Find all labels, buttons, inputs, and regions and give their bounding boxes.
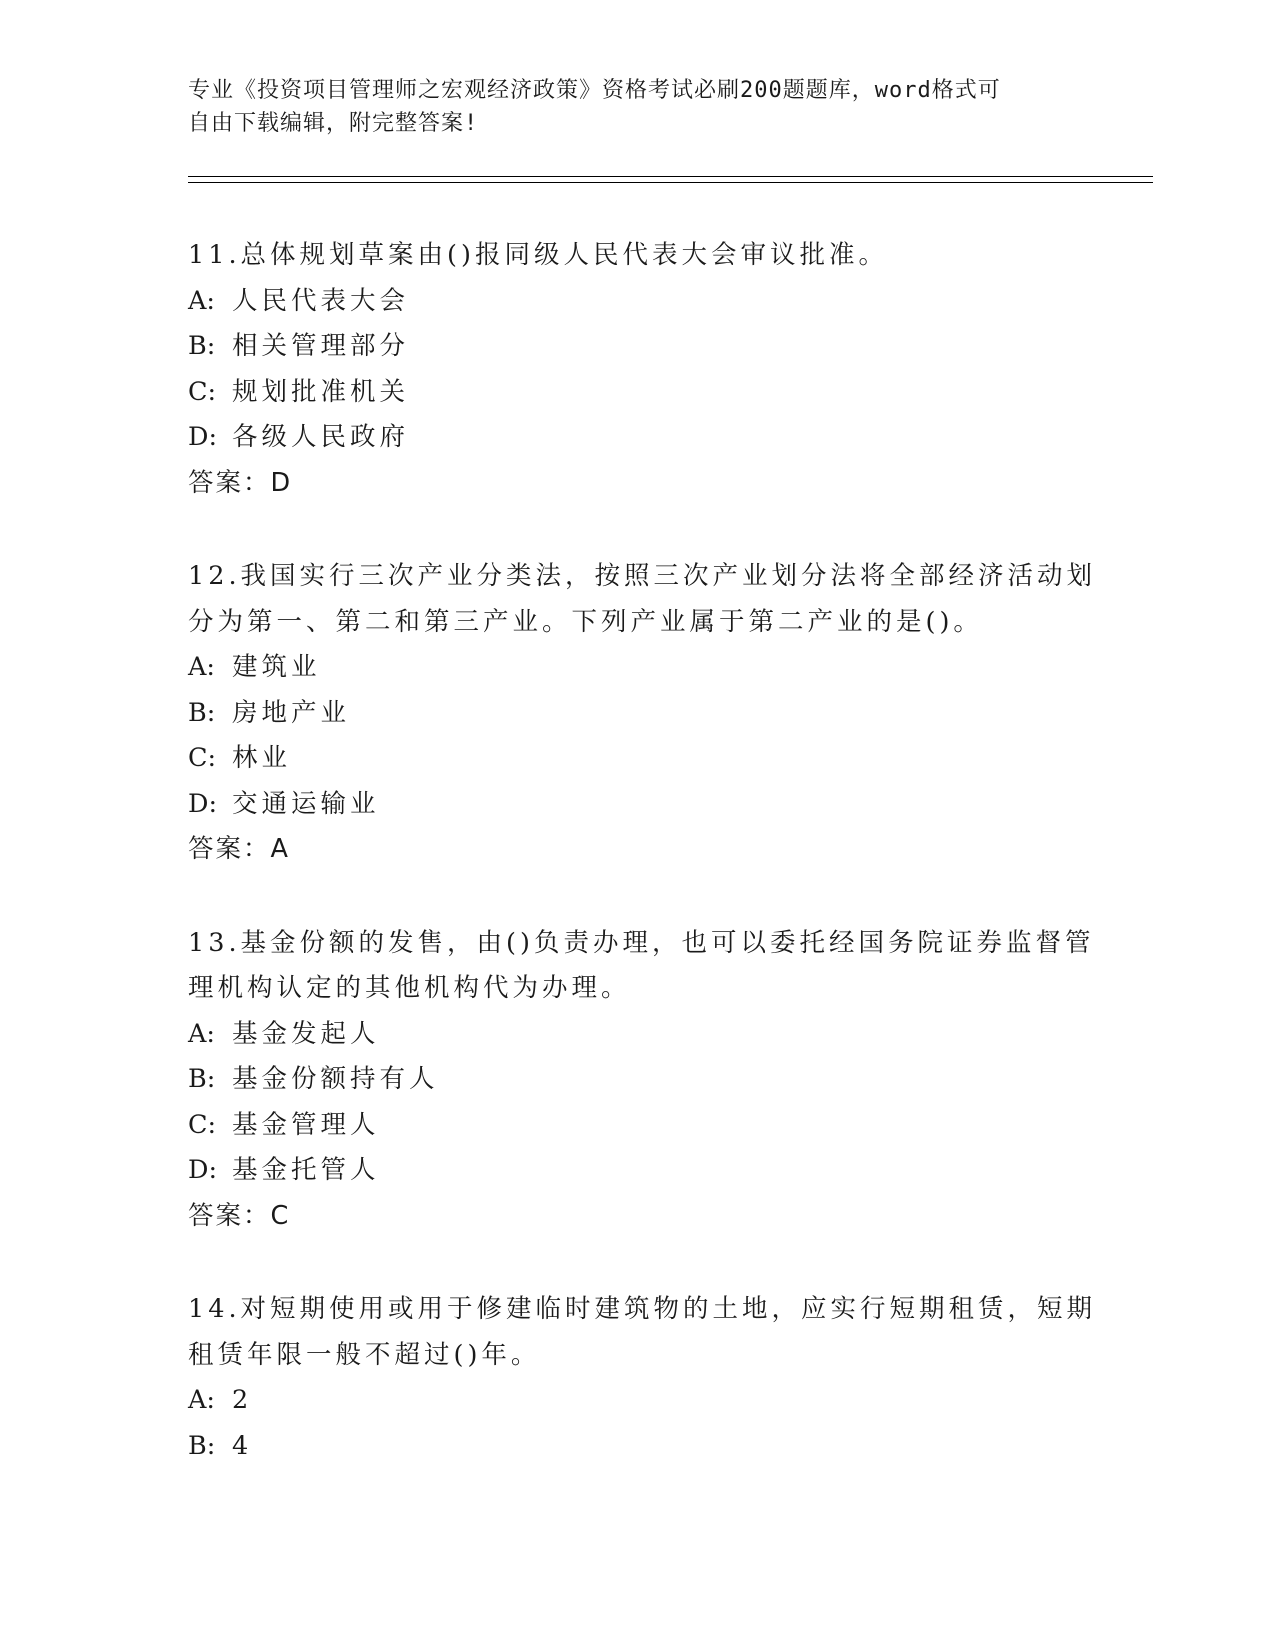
question-stem: 11.总体规划草案由()报同级人民代表大会审议批准。 [188, 240, 888, 270]
option-label: B: [188, 1064, 216, 1094]
question-stem: 14.对短期使用或用于修建临时建筑物的土地，应实行短期租赁，短期 [188, 1294, 1097, 1324]
option-text: 房地产业 [232, 697, 351, 728]
option-label: D: [188, 422, 218, 452]
option-b [188, 324, 1088, 370]
option-text: 林业 [232, 743, 292, 773]
option-c [188, 736, 1088, 782]
option-label: C: [188, 376, 217, 407]
question-13 [188, 921, 1095, 1240]
option-b [188, 1057, 1088, 1103]
option-label: C: [188, 743, 217, 773]
answer-line: 答案：D [188, 467, 293, 498]
header-divider-bottom [188, 182, 1153, 183]
question-14 [188, 1287, 1097, 1469]
option-label: C: [188, 1109, 217, 1140]
option-label: B: [188, 697, 216, 728]
option-b [188, 1424, 1088, 1470]
option-b [188, 691, 1088, 737]
option-text: 各级人民政府 [232, 422, 410, 452]
question-12 [188, 554, 1097, 873]
option-label: A: [188, 285, 216, 316]
option-label: A: [188, 652, 216, 682]
option-a [188, 1378, 1088, 1424]
option-text: 2 [232, 1385, 253, 1415]
option-label: A: [188, 1385, 216, 1415]
option-label: B: [188, 331, 216, 361]
option-c [188, 370, 1088, 416]
header-divider-top [188, 176, 1153, 177]
answer-line: 答案：A [188, 834, 290, 864]
header-line-1: 专业《投资项目管理师之宏观经济政策》资格考试必刷200题题库，word格式可 [188, 78, 1001, 103]
question-stem-continued: 分为第一、第二和第三产业。下列产业属于第二产业的是()。 [188, 606, 983, 637]
question-stem: 13.基金份额的发售，由()负责办理，也可以委托经国务院证券监督管 [188, 927, 1095, 958]
option-label: D: [188, 788, 218, 819]
question-stem: 12.我国实行三次产业分类法，按照三次产业划分法将全部经济活动划 [188, 561, 1097, 591]
option-a [188, 645, 1088, 691]
option-c [188, 1103, 1088, 1149]
option-a [188, 279, 1088, 325]
option-text: 基金份额持有人 [232, 1064, 439, 1094]
option-text: 基金托管人 [232, 1155, 380, 1185]
question-stem-continued: 租赁年限一般不超过()年。 [188, 1339, 541, 1370]
option-d [188, 415, 1088, 461]
option-d [188, 1148, 1088, 1194]
option-label: B: [188, 1430, 216, 1461]
document-header [188, 74, 1068, 140]
option-text: 交通运输业 [232, 788, 380, 819]
question-11 [188, 233, 1088, 506]
option-label: D: [188, 1155, 218, 1185]
option-text: 基金管理人 [232, 1109, 380, 1140]
option-text: 建筑业 [232, 652, 321, 682]
question-list [188, 233, 1097, 1517]
option-text: 相关管理部分 [232, 331, 410, 361]
option-text: 人民代表大会 [232, 285, 410, 316]
option-text: 规划批准机关 [232, 376, 410, 407]
option-text: 4 [232, 1430, 253, 1461]
question-stem-continued: 理机构认定的其他机构代为办理。 [188, 973, 631, 1003]
option-d [188, 782, 1088, 828]
header-line-2: 自由下载编辑，附完整答案! [188, 111, 479, 136]
answer-line: 答案：C [188, 1200, 291, 1231]
option-text: 基金发起人 [232, 1018, 380, 1049]
option-a [188, 1012, 1088, 1058]
option-label: A: [188, 1018, 216, 1049]
